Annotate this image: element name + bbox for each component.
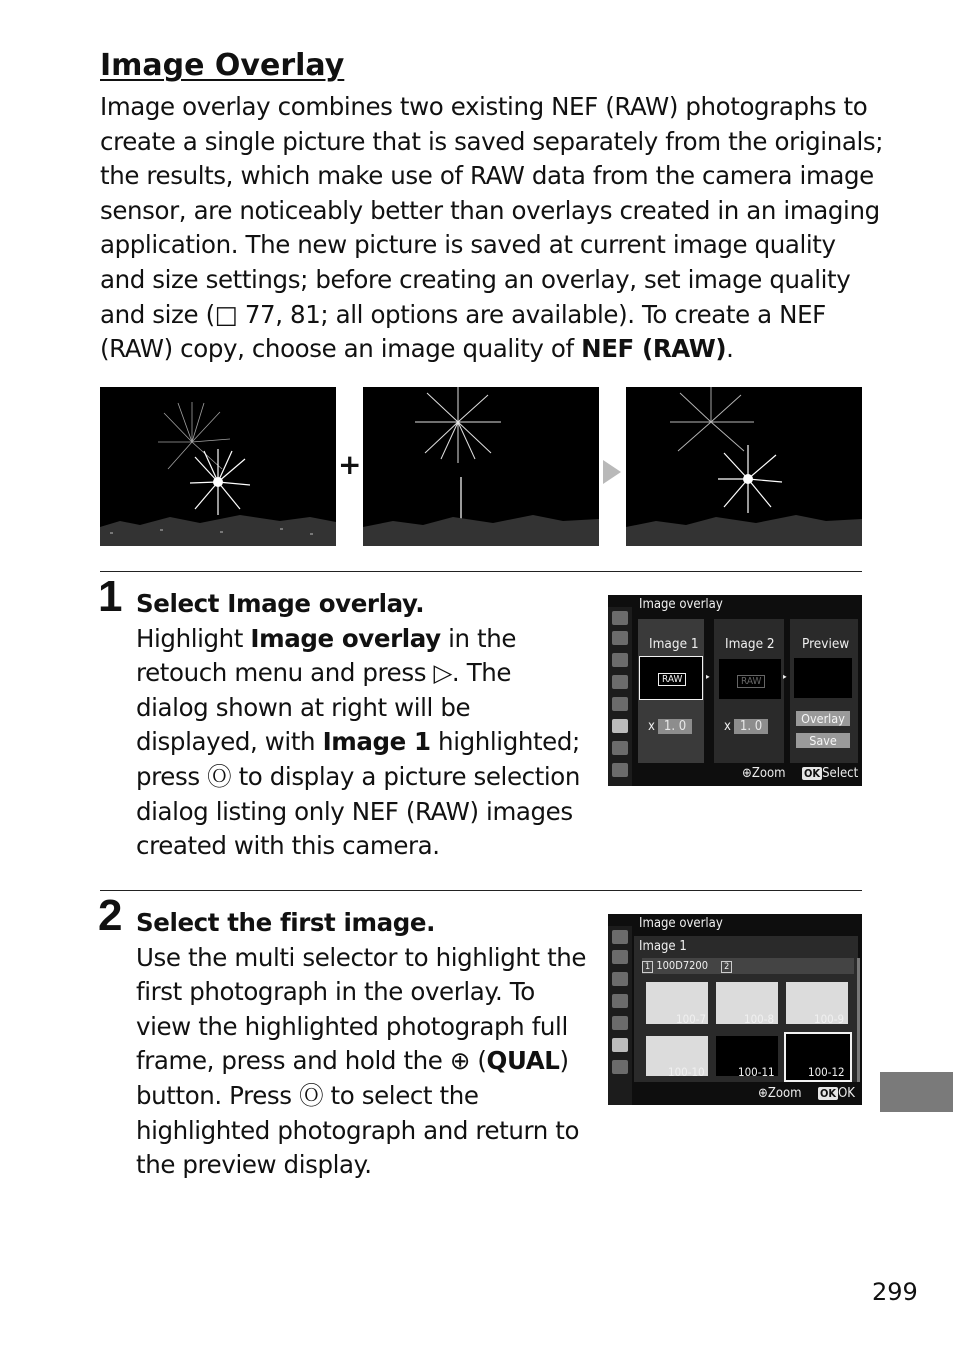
text: highlighted; (430, 727, 580, 757)
camera-screen-image-select (608, 914, 862, 1105)
intro-line: create a single picture that is saved separately from the originals; (100, 126, 884, 156)
text: button. Press (136, 1080, 300, 1110)
movie-menu-icon (612, 653, 628, 667)
select-text: Select (822, 766, 859, 781)
ok-button-icon: Ⓞ (207, 761, 232, 791)
intro-paragraph (100, 90, 884, 367)
step-line: the preview display. (136, 1150, 372, 1180)
text: Image overlay (250, 623, 441, 653)
pencil-icon (612, 994, 628, 1008)
my-menu-icon (612, 741, 628, 755)
section-divider (100, 571, 862, 572)
text: in the (440, 623, 517, 653)
select-hint (802, 766, 858, 781)
camera-screen-image-overlay (608, 595, 862, 786)
image-subtitle: Image 1 (639, 939, 687, 954)
thumbnail-label: 100-11 (738, 1065, 775, 1079)
step-number: 2 (98, 891, 123, 940)
ok-hint (818, 1086, 855, 1101)
zoom-icon: ⊕ (742, 766, 752, 781)
retouch-menu-icon (612, 719, 628, 733)
step-line: created with this camera. (136, 831, 440, 861)
arrow-right-icon (603, 460, 621, 484)
text: 77, 81; all options are available). To create a NEF (237, 299, 826, 329)
card-slot-1-icon: 1 (642, 961, 653, 973)
step-line (136, 656, 580, 691)
intro-line: sensor, are noticeably better than overlays created in an imaging (100, 195, 880, 225)
screen-title: Image overlay (639, 597, 723, 612)
text: Highlight (136, 623, 251, 653)
book-reference-icon: □ (214, 299, 238, 329)
text: Select (136, 589, 228, 618)
thumbnail-label: 100-8 (744, 1012, 775, 1026)
intro-line: Image overlay combines two existing NEF (RAW) photographs to (100, 92, 868, 121)
chapter-tab (880, 1072, 953, 1112)
section-divider (100, 890, 862, 891)
raw-label: RAW (658, 673, 686, 686)
text: Image overlay. (227, 589, 425, 618)
text: . The (451, 658, 512, 688)
pencil-icon (612, 675, 628, 689)
ok-text: OK (838, 1086, 855, 1101)
text: to display a picture selection (231, 761, 581, 791)
step-line: first photograph in the overlay. To (136, 977, 535, 1007)
nef-raw-term: NEF (RAW) (581, 334, 727, 364)
image2-label: Image 2 (725, 636, 775, 652)
image1-label: Image 1 (649, 636, 699, 652)
save-button[interactable]: Save (796, 733, 850, 748)
menu-sidebar (608, 607, 632, 786)
image2-slot[interactable] (718, 658, 782, 700)
text: press (136, 761, 208, 791)
folder-bar (642, 958, 854, 974)
multi-selector-right-icon: ▷ (433, 658, 452, 688)
step-heading: Select the first image. (136, 908, 436, 937)
image2-gain[interactable] (724, 719, 768, 734)
text: retouch menu and press (136, 658, 434, 688)
arrow-right-icon: ▸ (783, 672, 787, 681)
intro-line: the results, which make use of RAW data from the camera image (100, 161, 874, 191)
photo-fireworks-2 (363, 387, 599, 546)
help-icon (612, 763, 628, 777)
zoom-in-icon: ⊕ (449, 1046, 470, 1076)
intro-line (100, 298, 880, 333)
image1-slot[interactable] (639, 656, 703, 700)
text: . (726, 334, 734, 364)
thumbnail-label: 100-12 (808, 1065, 845, 1079)
folder-name: 100D7200 (656, 959, 708, 972)
preview-box (794, 658, 852, 698)
zoom-text: Zoom (767, 1086, 802, 1101)
gain-value: 1. 0 (734, 719, 768, 734)
photo-fireworks-combined (626, 387, 862, 546)
step-line: highlighted photograph and return to (136, 1115, 580, 1145)
step-line (136, 760, 580, 795)
step-line: Use the multi selector to highlight the (136, 942, 587, 972)
step-line (136, 725, 580, 760)
zoom-hint (758, 1086, 802, 1101)
image1-gain[interactable] (648, 719, 692, 734)
text: ( (469, 1046, 487, 1076)
text: (RAW) copy, choose an image quality of (100, 334, 582, 364)
playback-menu-icon (612, 611, 628, 625)
step-line: view the highlighted photograph full (136, 1011, 568, 1041)
ok-badge: OK (804, 767, 821, 780)
step-line: dialog listing only NEF (RAW) images (136, 796, 573, 826)
intro-line: and size settings; before creating an overlay, set image quality (100, 264, 851, 294)
page-number: 299 (872, 1278, 918, 1306)
photo-fireworks-1 (100, 387, 336, 546)
text: displayed, with (136, 727, 323, 757)
step-line (136, 1044, 586, 1079)
step-number: 1 (98, 572, 123, 621)
screen-title: Image overlay (639, 916, 723, 931)
my-menu-icon (612, 1060, 628, 1074)
camera-menu-icon (612, 631, 628, 645)
arrow-right-icon: ▸ (706, 672, 710, 681)
step-2-text (136, 906, 586, 1183)
page-title: Image Overlay (100, 48, 345, 83)
zoom-text: Zoom (751, 766, 786, 781)
step-1-text (136, 587, 580, 864)
thumbnail-label: 100-7 (676, 1012, 707, 1026)
text: and size ( (100, 299, 215, 329)
raw-label: RAW (737, 675, 765, 688)
retouch-menu-icon (612, 1038, 628, 1052)
card-slot-2-icon: 2 (721, 961, 732, 973)
plus-sign: + (338, 448, 362, 481)
intro-line: application. The new picture is saved at current image quality (100, 230, 836, 260)
movie-menu-icon (612, 972, 628, 986)
text: to select the (323, 1080, 479, 1110)
thumbnail-label: 100-9 (814, 1012, 845, 1026)
step-line: dialog shown at right will be (136, 692, 471, 722)
preview-label: Preview (802, 636, 850, 652)
ok-badge: OK (820, 1087, 837, 1100)
wrench-icon (612, 697, 628, 711)
text: Image 1 (322, 727, 431, 757)
camera-menu-icon (612, 950, 628, 964)
playback-menu-icon (612, 930, 628, 944)
zoom-hint (742, 766, 786, 781)
zoom-icon: ⊕ (758, 1086, 768, 1101)
qual-label: QUAL (486, 1046, 560, 1076)
wrench-icon (612, 1016, 628, 1030)
gain-value: 1. 0 (658, 719, 692, 734)
overlay-button[interactable]: Overlay (796, 711, 850, 726)
text: frame, press and hold the (136, 1046, 450, 1076)
step-heading (136, 587, 580, 622)
step-line (136, 1079, 586, 1114)
step-line (136, 622, 580, 657)
thumbnail-label: 100-10 (668, 1065, 705, 1079)
ok-button-icon: Ⓞ (299, 1080, 324, 1110)
menu-sidebar (608, 926, 632, 1105)
intro-line (100, 332, 880, 367)
x-label: x (724, 719, 731, 734)
text: ) (559, 1046, 569, 1076)
scrollbar[interactable] (857, 958, 860, 1082)
x-label: x (648, 719, 655, 734)
